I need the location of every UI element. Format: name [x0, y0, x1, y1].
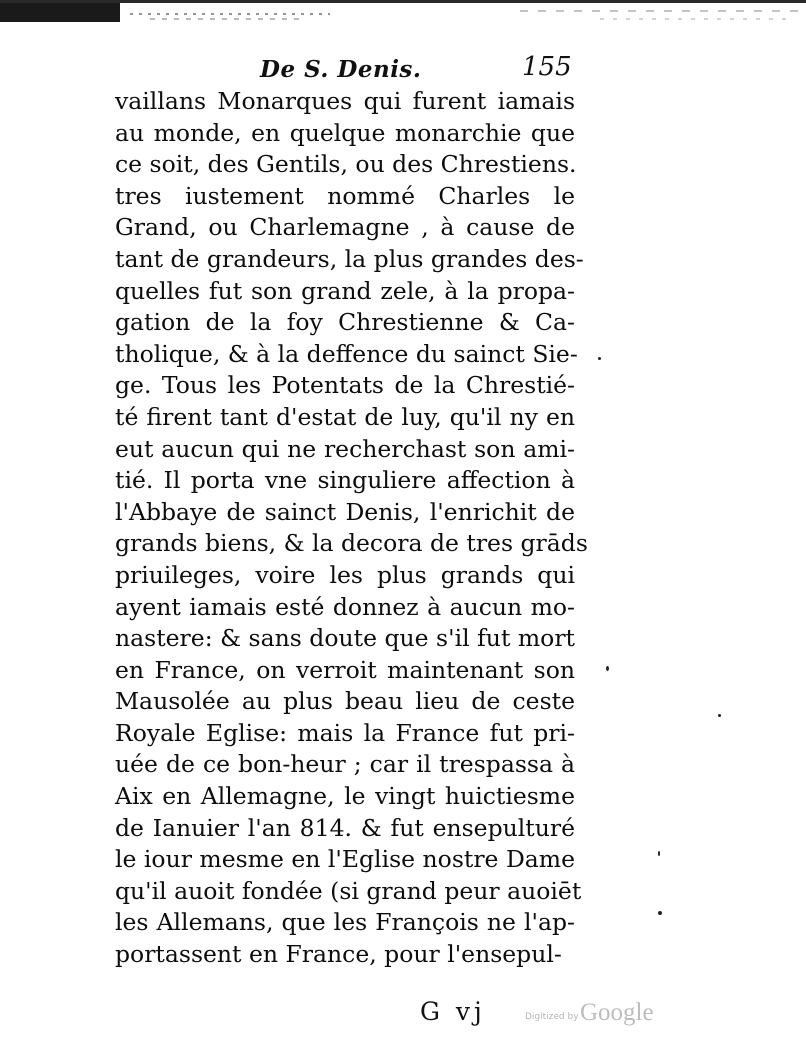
ink-speck — [658, 851, 660, 856]
text-line: vaillans Monarques qui furent iamais — [115, 87, 575, 115]
ink-speck — [598, 357, 601, 360]
text-line: Aix en Allemagne, le vingt huictiesme — [115, 782, 575, 811]
text-line: au monde, en quelque monarchie que — [115, 118, 575, 147]
text-line: ce soit, des Gentils, ou des Chrestiens. — [115, 150, 577, 179]
text-line: le iour mesme en l'Eglise nostre Dame — [115, 845, 575, 874]
text-line: Mausolée au plus beau lieu de ceste — [115, 687, 575, 716]
text-line: en France, on verroit maintenant son — [115, 655, 575, 684]
text-line: priuileges, voire les plus grands qui — [115, 560, 575, 589]
page-top-edge-artifact — [0, 0, 806, 26]
running-title: De S. Denis. — [260, 56, 422, 83]
text-line: Grand, ou Charlemagne , à cause de — [115, 213, 575, 242]
text-line: portassent en France, pour l'ensepul- — [115, 940, 562, 969]
text-line: qu'il auoit fondée (si grand peur auoiēt — [115, 876, 582, 905]
text-line: eut aucun qui ne recherchast son ami- — [115, 434, 575, 463]
text-line: Royale Eglise: mais la France fut pri- — [115, 718, 575, 747]
digitized-by-text: Digitized by — [525, 1012, 579, 1022]
ink-speck — [718, 714, 721, 717]
text-line: tres iustement nommé Charles le — [115, 181, 575, 210]
page-header — [260, 50, 590, 90]
ink-speck — [606, 666, 609, 671]
text-line: té firent tant d'estat de luy, qu'il ny en — [115, 402, 575, 431]
text-line: uée de ce bon-heur ; car il trespassa à — [115, 750, 575, 779]
text-line: tié. Il porta vne singuliere affection à — [115, 466, 575, 495]
text-line: les Allemans, que les François ne l'ap- — [115, 908, 575, 937]
signature-mark: G vj — [420, 997, 486, 1026]
text-line: gation de la foy Chrestienne & Ca- — [115, 308, 575, 337]
page-number: 155 — [522, 52, 572, 82]
body-text — [115, 86, 588, 971]
page-footer — [420, 997, 680, 1033]
text-line: quelles fut son grand zele, à la propa- — [115, 276, 575, 305]
text-line: l'Abbaye de sainct Denis, l'enrichit de — [115, 497, 575, 526]
text-line: de Ianuier l'an 814. & fut ensepulturé — [115, 813, 575, 842]
text-line: tant de grandeurs, la plus grandes des- — [115, 244, 584, 273]
ink-speck — [658, 911, 662, 915]
text-line: nastere: & sans doute que s'il fut mort — [115, 624, 575, 653]
text-line: ayent iamais esté donnez à aucun mo- — [115, 592, 575, 621]
text-line: grands biens, & la decora de tres grāds — [115, 529, 588, 558]
text-line: ge. Tous les Potentats de la Chrestié- — [115, 371, 575, 400]
text-line: tholique, & à la deffence du sainct Sie- — [115, 339, 578, 368]
google-watermark: Google — [580, 999, 654, 1026]
